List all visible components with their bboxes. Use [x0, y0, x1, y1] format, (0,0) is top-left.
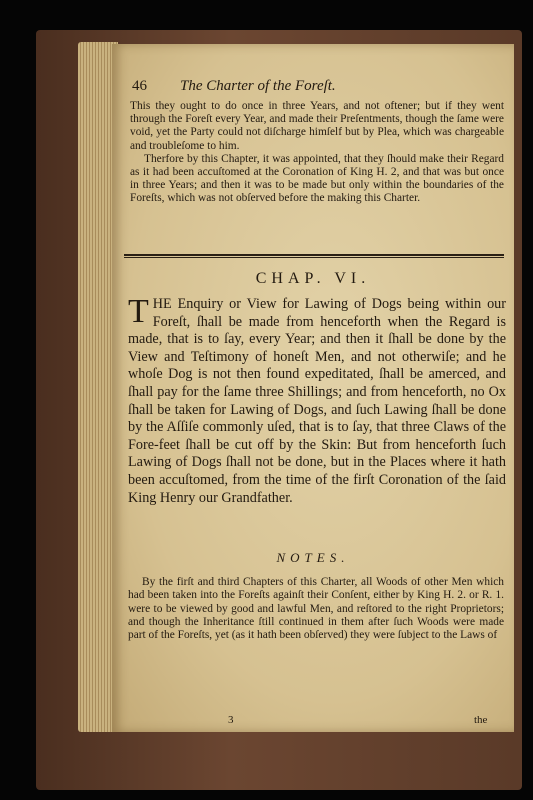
book-page: [112, 44, 514, 732]
section-rule: [124, 257, 504, 258]
chapter-heading: CHAP. VI.: [255, 270, 371, 287]
notes-text: By the firſt and third Chapters of this Charter, all Woods of other Men which had been taken into the Foreſts againſt their Conſent, either by King H. 2. or R. 1. were to be viewed by good and lawful Men, and reſtored to the right Proprietors; and though the Inheritance ſtill continued in them after ſuch Woods were made part of the Foreſts, yet (as it hath been obſerved) they were ſubject to the Laws of: [128, 576, 504, 642]
drop-cap: T: [128, 293, 149, 330]
top-paragraphs: [130, 100, 504, 206]
chapter-body: HE Enquiry or View for Lawing of Dogs being within our Foreſt, ſhall be made from henceforth when the Regard is made, that is to ſay, every Year; and then it ſhall be done by the View and Teſtimony of honeſt Men, and not otherwiſe; and he whoſe Dog is not then found expeditated, ſhall be amerced, and ſhall pay for the ſame three Shillings; and from henceforth, no Ox ſhall be taken for Lawing of Dogs, and ſuch Lawing ſhall be done by the Aſſiſe commonly uſed, that is to ſay, that three Claws of the Fore-feet ſhall be cut off by the Skin: But from henceforth ſuch Lawing of Dogs ſhall not be done, but in the Places where it hath been accuſtomed, from the time of the firſt Coronation of the ſaid King Henry our Grandfather.: [128, 296, 506, 506]
catchword: the: [474, 714, 488, 726]
paragraph: This they ought to do once in three Years, and not oftener; but if they went through the Foreſt every Year, and made their Preſentments, though the ſame were void, yet the Party could not diſcharge himſelf but by Plea, which was chargeable and troubleſome to him.: [130, 100, 504, 152]
signature-mark: 3: [228, 714, 234, 726]
notes-heading: NOTES.: [276, 550, 350, 565]
chapter-text: [128, 293, 506, 507]
page-number: 46: [132, 78, 147, 94]
paragraph: Therfore by this Chapter, it was appointed, that they ſhould make their Regard as it had been accuſtomed at the Coronation of King H. 2, and that was but once in three Years; and then it was to be made but only within the boundaries of the Foreſts, which was not obſerved before the making this Charter.: [130, 152, 504, 205]
running-title: The Charter of the Foreſt.: [180, 78, 336, 94]
running-header: [132, 78, 512, 100]
section-rule: [124, 254, 504, 256]
